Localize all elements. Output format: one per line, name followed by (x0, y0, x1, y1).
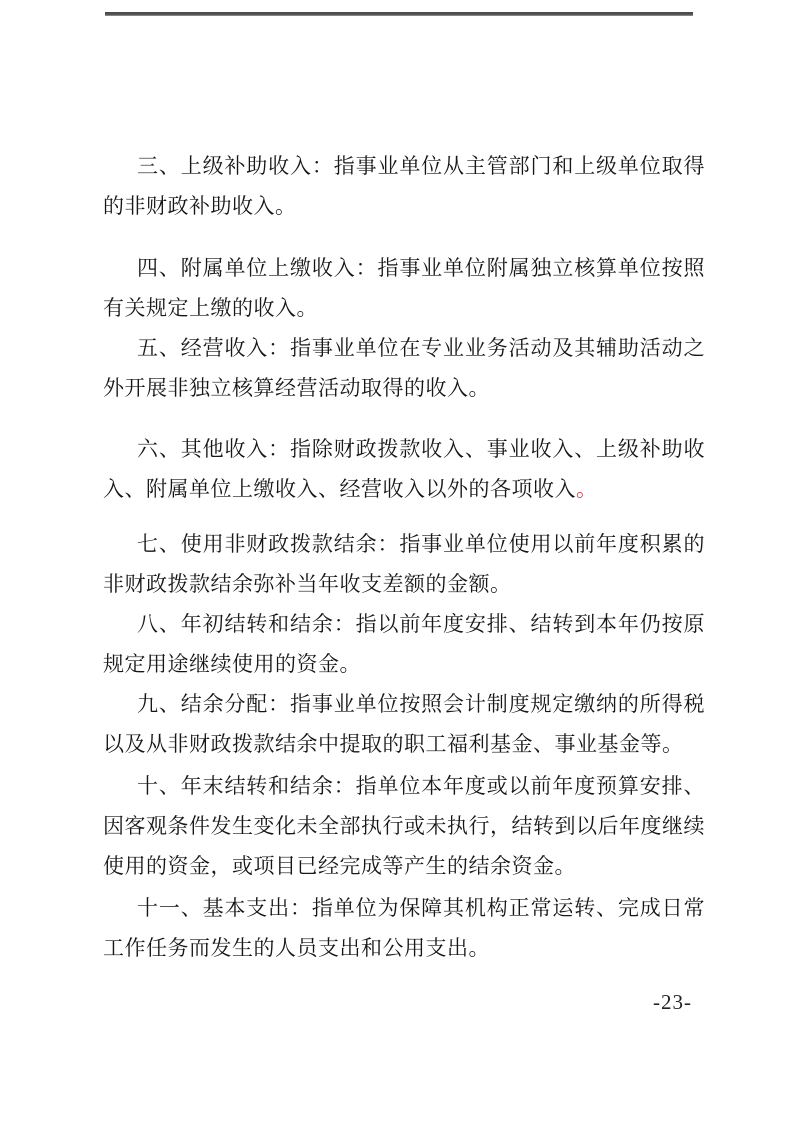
text-line (103, 684, 705, 724)
text-run: 因客观条件发生变化未全部执行或未执行，结转到以后年度继续 (103, 814, 705, 838)
text-line (103, 766, 705, 806)
text-run: 有关规定上缴的收入。 (103, 296, 318, 320)
item-ten-year-end-carryover-and-surplus (103, 766, 705, 886)
text-line (103, 328, 705, 368)
text-run: 十、年末结转和结余：指单位本年度或以前年度预算安排、 (137, 774, 705, 798)
text-line (103, 248, 705, 288)
item-four-affiliated-unit-remitted-income (103, 248, 705, 328)
document-body-text (103, 146, 705, 968)
text-run: 以及从非财政拨款结余中提取的职工福利基金、事业基金等。 (103, 732, 684, 756)
text-run: 五、经营收入：指事业单位在专业业务活动及其辅助活动之 (137, 336, 705, 360)
text-run: 外开展非独立核算经营活动取得的收入。 (103, 376, 490, 400)
text-run: 十一、基本支出：指单位为保障其机构正常运转、完成日常 (137, 896, 705, 920)
text-run: 规定用途继续使用的资金。 (103, 652, 361, 676)
text-line (103, 146, 705, 186)
item-seven-use-of-non-fiscal-appropriation-surplus (103, 524, 705, 604)
text-run: 非财政拨款结余弥补当年收支差额的金额。 (103, 572, 512, 596)
text-run: 工作任务而发生的人员支出和公用支出。 (103, 936, 490, 960)
item-nine-surplus-distribution (103, 684, 705, 764)
text-run: 入、附属单位上缴收入、经营收入以外的各项收入 (103, 477, 576, 501)
text-line (103, 564, 705, 604)
text-run: 九、结余分配：指事业单位按照会计制度规定缴纳的所得税 (137, 692, 705, 716)
text-line (103, 724, 705, 764)
page-top-rule (105, 12, 693, 16)
item-three-superior-subsidy-income (103, 146, 705, 226)
page-number: -23- (653, 990, 692, 1014)
text-line (103, 186, 705, 226)
text-run: 使用的资金，或项目已经完成等产生的结余资金。 (103, 854, 576, 878)
text-run: 三、上级补助收入：指事业单位从主管部门和上级单位取得 (137, 154, 705, 178)
text-line (103, 644, 705, 684)
text-run: 的非财政补助收入。 (103, 194, 297, 218)
text-line (103, 604, 705, 644)
text-line (103, 928, 705, 968)
text-line (103, 888, 705, 928)
text-line (103, 846, 705, 886)
text-line (103, 469, 705, 509)
text-line (103, 368, 705, 408)
item-five-operating-income (103, 328, 705, 408)
text-line (103, 288, 705, 328)
text-run: 四、附属单位上缴收入：指事业单位附属独立核算单位按照 (137, 256, 705, 280)
text-run: 七、使用非财政拨款结余：指事业单位使用以前年度积累的 (137, 532, 705, 556)
text-line (103, 806, 705, 846)
red-period: 。 (576, 477, 598, 501)
text-line (103, 429, 705, 469)
text-line (103, 524, 705, 564)
text-run: 六、其他收入：指除财政拨款收入、事业收入、上级补助收 (137, 437, 705, 461)
item-six-other-income (103, 429, 705, 509)
text-run: 八、年初结转和结余：指以前年度安排、结转到本年仍按原 (137, 612, 705, 636)
item-eight-beginning-of-year-carryover-and-surplus (103, 604, 705, 684)
item-eleven-basic-expenditure (103, 888, 705, 968)
